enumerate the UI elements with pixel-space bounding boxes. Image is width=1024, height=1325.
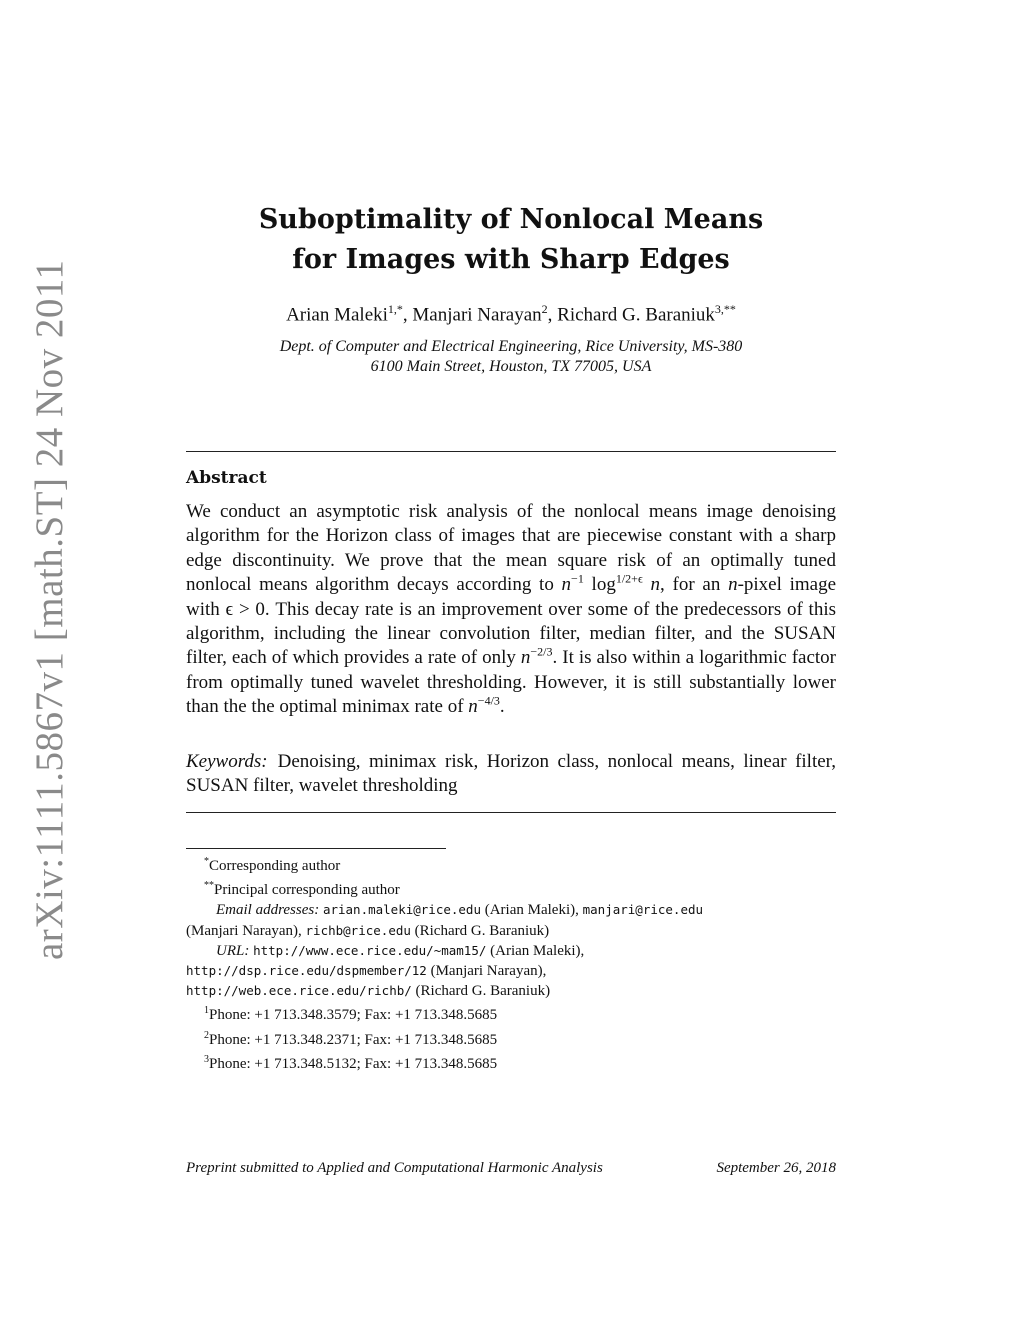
abstract-text: We conduct an asymptotic risk analysis of the nonlocal means image denoising algorithm for the Horizon class of images that are piecewise constant with a sharp edge discontinuity. We prove that the mean square risk of an optimally tuned nonlocal means algorithm decays according to — [186, 501, 836, 596]
math-exponent: 1/2+ϵ — [615, 571, 643, 586]
author-name: Richard G. Baraniuk — [557, 304, 715, 326]
abstract-top-rule — [186, 451, 836, 452]
affiliation-line-2: 6100 Main Street, Houston, TX 77005, USA — [370, 358, 652, 375]
footnote-emails-cont — [186, 921, 836, 941]
footnote-phone-3 — [186, 1050, 836, 1074]
url-link[interactable]: http://web.ece.rice.edu/richb/ — [186, 983, 412, 999]
author-mark: 3,** — [714, 302, 736, 316]
footnote-url-1 — [186, 941, 836, 961]
abstract-text: . It is also within a logarithmic factor from optimally tuned wavelet thresholding. However, it is still substantially lower than the the optimal minimax rate of — [186, 647, 836, 718]
url-link[interactable]: http://dsp.rice.edu/dspmember/12 — [186, 963, 427, 979]
title-line-2: for Images with Sharp Edges — [292, 244, 730, 275]
math-exponent: −2/3 — [530, 645, 553, 660]
footnote-mark: * — [204, 856, 209, 867]
author-name: Manjari Narayan — [412, 304, 542, 326]
footnote-mark: ** — [204, 880, 214, 892]
footnote-phone-2 — [186, 1026, 836, 1050]
footnote-rule — [186, 848, 446, 849]
abstract-heading: Abstract — [186, 468, 267, 488]
title-line-1: Suboptimality of Nonlocal Means — [258, 204, 764, 235]
math-n: n — [642, 574, 661, 596]
arxiv-side-stamp: arXiv:1111.5867v1 [math.ST] 24 Nov 2011 — [28, 259, 71, 960]
author-mark: 2 — [541, 302, 548, 316]
phone-text: Phone: +1 713.348.2371; Fax: +1 713.348.5685 — [209, 1031, 498, 1048]
affiliation-line-1: Dept. of Computer and Electrical Engineering, Rice University, MS-380 — [279, 338, 743, 355]
math-n: n — [561, 574, 572, 596]
footnote-phone-1 — [186, 1001, 836, 1025]
phone-text: Phone: +1 713.348.3579; Fax: +1 713.348.5685 — [209, 1007, 498, 1024]
math-log: log — [583, 574, 616, 596]
abstract-text: . — [499, 696, 505, 718]
abstract-body — [186, 500, 836, 720]
email-link[interactable]: arian.maleki@rice.edu — [322, 902, 481, 918]
keywords — [186, 750, 836, 798]
keywords-text: Denoising, minimax risk, Horizon class, nonlocal means, linear filter, SUSAN filter, wavelet thresholding — [186, 751, 836, 796]
footer-journal: Preprint submitted to Applied and Computational Harmonic Analysis — [186, 1160, 603, 1176]
phone-text: Phone: +1 713.348.5132; Fax: +1 713.348.5685 — [209, 1055, 498, 1072]
affiliation — [186, 337, 836, 377]
footnote-mark: 2 — [204, 1029, 209, 1041]
author-mark: 1,* — [387, 302, 403, 316]
abstract-text: , for an — [660, 574, 729, 596]
footnote-corresponding — [186, 852, 836, 876]
email-owner: (Richard G. Baraniuk) — [410, 922, 550, 939]
page-footer — [186, 1160, 836, 1177]
paper-title — [186, 200, 836, 280]
keywords-label: Keywords: — [186, 751, 268, 772]
footnote-emails — [186, 900, 836, 920]
footer-date: September 26, 2018 — [716, 1160, 836, 1176]
author-list: Arian Maleki$^{1,*}$, Manjari Narayan$^2$, Richard G. Baraniuk$^{3,**}$ — [286, 302, 736, 326]
footnotes — [186, 852, 836, 1074]
math-n: n — [520, 647, 531, 669]
url-owner: (Richard G. Baraniuk) — [411, 983, 551, 1000]
footnote-text: Principal corresponding author — [214, 882, 400, 899]
footnote-mark: 1 — [204, 1005, 209, 1017]
math-exponent: −4/3 — [477, 693, 500, 708]
email-owner: (Arian Maleki), — [480, 902, 583, 919]
url-owner: (Manjari Narayan), — [426, 963, 547, 980]
email-link[interactable]: manjari@rice.edu — [582, 902, 704, 918]
email-owner: (Manjari Narayan), — [186, 922, 306, 939]
email-link[interactable]: richb@rice.edu — [305, 922, 411, 938]
footnote-url-3 — [186, 981, 836, 1001]
abstract-bottom-rule — [186, 812, 836, 813]
footnote-principal — [186, 876, 836, 900]
url-link[interactable]: http://www.ece.rice.edu/~mam15/ — [253, 942, 487, 958]
math-n: n — [468, 696, 478, 718]
url-owner: (Arian Maleki), — [486, 942, 585, 959]
footnote-mark: 3 — [204, 1053, 209, 1065]
email-label: Email addresses: — [216, 902, 320, 919]
footnote-text: Corresponding author — [209, 858, 341, 874]
math-n: n — [728, 574, 738, 596]
math-exponent: −1 — [571, 571, 584, 586]
footnote-url-2 — [186, 961, 836, 981]
url-label: URL: — [216, 942, 250, 959]
abstract-text: -pixel image with ϵ > 0. This decay rate is an improvement over some of the predecessors of this algorithm, including the linear convolution filter, median filter, and the SUSAN filter, each of which provides a rate of only — [186, 574, 837, 669]
author-name: Arian Maleki — [286, 304, 388, 326]
